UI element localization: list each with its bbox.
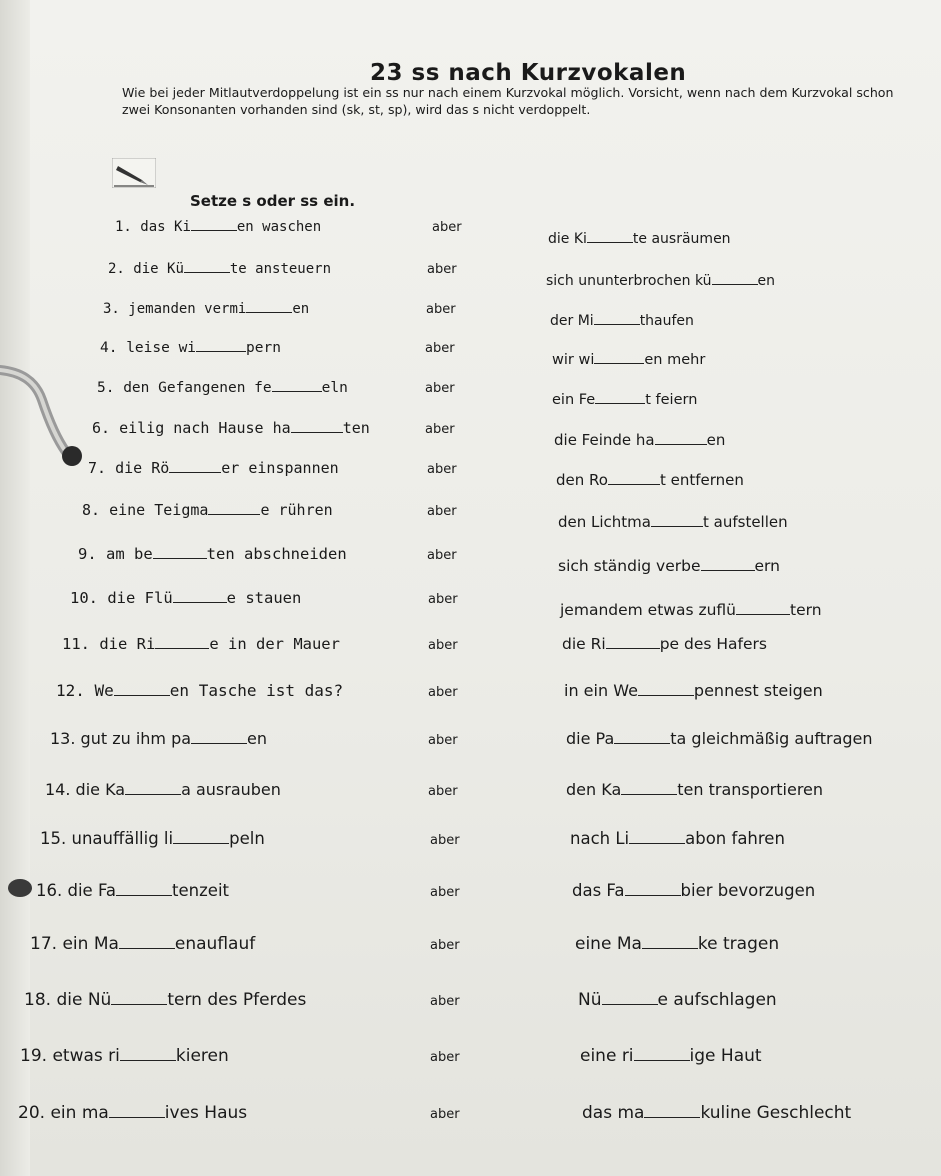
left-fill-blank[interactable] [191,216,237,231]
right-phrase [550,310,694,329]
right-phrase-end: ke tragen [697,934,780,954]
item-number: 9. [78,545,106,563]
left-phrase [56,681,343,700]
exercise-row [0,377,941,408]
left-phrase-end: en [247,729,268,748]
exercise-row [0,337,941,368]
item-number: 7. [88,459,116,477]
left-phrase-start: ein ma [50,1103,109,1123]
exercise-row [0,418,941,449]
right-phrase-start: ein Fe [552,392,596,408]
item-number: 20. [18,1103,51,1123]
exercise-row [0,544,941,575]
left-phrase-start: den Gefangenen fe [123,380,272,396]
right-fill-blank[interactable] [606,634,660,649]
left-phrase [40,829,265,848]
right-phrase [582,1103,851,1123]
item-number: 13. [50,729,81,748]
left-phrase [92,418,370,437]
left-phrase [82,500,333,519]
right-phrase [558,556,780,575]
exercise-row [0,681,941,707]
right-phrase-start: jemandem etwas zuflü [560,601,737,619]
left-phrase-start: die Rö [115,459,170,477]
left-phrase-start: die Kü [133,261,184,277]
left-phrase-start: die Flü [107,589,173,607]
left-phrase-end: en Tasche ist das? [169,681,344,700]
exercise-row [0,634,941,660]
right-phrase [560,600,822,619]
item-number: 4. [100,340,127,356]
left-phrase [70,588,301,607]
left-fill-blank[interactable] [125,780,181,795]
right-phrase-end: ta gleichmäßig auftragen [670,729,873,748]
right-phrase [578,990,777,1010]
left-fill-blank[interactable] [208,500,260,515]
aber-connector: aber [430,1107,460,1122]
item-number: 18. [24,990,57,1010]
left-fill-blank[interactable] [169,458,221,473]
aber-connector: aber [432,220,462,235]
right-phrase-start: Nü [578,990,602,1010]
left-phrase-start: die Fa [67,881,117,900]
right-fill-blank[interactable] [587,228,633,243]
right-phrase-start: das ma [582,1103,645,1123]
left-phrase-start: die Nü [56,990,112,1010]
aber-connector: aber [425,341,455,356]
left-phrase [103,298,309,317]
exercise-row [0,990,941,1016]
right-phrase-start: in ein We [564,681,638,700]
right-phrase-start: sich ständig verbe [558,557,701,575]
right-phrase-start: den Ka [566,780,622,799]
right-fill-blank[interactable] [594,310,640,325]
left-phrase-end: te ansteuern [229,261,332,277]
right-phrase-end: en mehr [644,352,706,368]
right-fill-blank[interactable] [634,1046,690,1061]
exercise-row [0,881,941,907]
left-fill-blank[interactable] [173,829,229,844]
right-phrase [548,228,731,247]
right-phrase-start: die Ri [562,635,606,653]
left-phrase [115,216,321,235]
right-fill-blank[interactable] [625,881,681,896]
left-phrase-start: eilig nach Hause ha [119,419,291,437]
right-phrase [564,681,823,700]
left-phrase-end: en waschen [236,219,322,235]
right-phrase-start: den Lichtma [558,513,651,531]
pencil-icon [112,158,156,188]
left-phrase-end: en [292,301,310,317]
left-phrase-start: die Ka [75,780,126,799]
right-phrase [570,829,785,848]
item-number: 3. [103,301,129,317]
item-number: 16. [36,881,68,900]
left-phrase [36,881,229,900]
item-number: 6. [92,419,120,437]
item-number: 17. [30,934,63,954]
page-title: 23 ss nach Kurzvokalen [370,60,687,86]
intro-text: Wie bei jeder Mitlautverdoppelung ist ein ss nur nach einem Kurzvokal möglich. Vorsicht, wenn nach dem Kurzvokal schon zwei Konsonanten vorhanden sind (sk, st, sp), wird das s nicht verdoppelt. [122,85,894,117]
left-phrase-end: kieren [175,1046,229,1066]
left-phrase-end: ten [342,419,370,437]
left-fill-blank[interactable] [119,934,175,949]
right-fill-blank[interactable] [701,556,755,571]
right-phrase [556,470,744,489]
aber-connector: aber [427,548,457,563]
aber-connector: aber [427,262,457,277]
left-phrase [97,377,348,396]
right-phrase-start: den Ro [556,471,608,489]
right-fill-blank[interactable] [651,512,703,527]
item-number: 15. [40,829,72,848]
left-phrase-start: das Ki [140,219,191,235]
exercise-row [0,829,941,855]
aber-connector: aber [425,422,455,437]
right-fill-blank[interactable] [595,389,645,404]
item-number: 5. [97,380,124,396]
right-fill-blank[interactable] [644,1103,700,1118]
left-phrase [100,337,281,356]
right-phrase [580,1046,762,1066]
exercise-row [0,258,941,289]
left-fill-blank[interactable] [120,1046,176,1061]
aber-connector: aber [428,784,458,799]
right-phrase [575,934,779,954]
aber-connector: aber [426,302,456,317]
left-phrase [78,544,347,563]
left-fill-blank[interactable] [246,298,292,313]
right-phrase-end: abon fahren [685,829,785,848]
right-phrase-end: ige Haut [689,1046,762,1066]
left-fill-blank[interactable] [196,337,246,352]
left-phrase-end: tern des Pferdes [167,990,307,1010]
left-phrase-end: peln [229,829,265,848]
right-phrase-end: t entfernen [659,471,744,489]
left-phrase-start: jemanden vermi [128,301,247,317]
aber-connector: aber [427,504,457,519]
left-phrase-end: e stauen [226,589,302,607]
left-fill-blank[interactable] [184,258,230,273]
right-phrase [552,389,697,408]
left-fill-blank[interactable] [191,729,247,744]
right-phrase [554,430,725,449]
exercise-row [0,1103,941,1129]
left-fill-blank[interactable] [173,588,227,603]
aber-connector: aber [427,462,457,477]
left-phrase-end: eln [321,380,348,396]
right-phrase-end: t feiern [645,392,698,408]
aber-connector: aber [428,685,458,700]
item-number: 2. [108,261,134,277]
item-number: 8. [82,501,110,519]
right-fill-blank[interactable] [629,829,685,844]
left-phrase-start: die Ri [99,635,156,653]
exercise-row [0,780,941,806]
exercise-row [0,934,941,960]
left-phrase-end: e in der Mauer [209,635,340,653]
right-fill-blank[interactable] [602,990,658,1005]
right-phrase-end: en [757,273,776,289]
right-fill-blank[interactable] [638,681,694,696]
right-phrase-start: nach Li [570,829,630,848]
left-phrase-start: We [94,681,114,700]
left-fill-blank[interactable] [114,681,170,696]
exercise-row [0,1046,941,1072]
left-fill-blank[interactable] [116,881,172,896]
right-phrase-end: tern [790,601,822,619]
exercise-row [0,298,941,329]
item-number: 10. [70,589,108,607]
left-phrase [108,258,331,277]
right-fill-blank[interactable] [712,270,758,285]
left-phrase [50,729,267,748]
left-fill-blank[interactable] [153,544,207,559]
right-phrase-start: eine ri [580,1046,634,1066]
aber-connector: aber [430,938,460,953]
left-phrase-end: a ausrauben [181,780,281,799]
right-phrase-end: te ausräumen [632,231,731,247]
right-phrase-start: das Fa [572,881,625,900]
right-phrase-end: ern [754,557,780,575]
left-phrase-end: enauflauf [174,934,256,954]
right-phrase-end: ten transportieren [677,780,824,799]
right-phrase-start: die Feinde ha [554,431,655,449]
exercise-row [0,588,941,619]
left-phrase [18,1103,247,1123]
left-phrase-start: gut zu ihm pa [80,729,192,748]
item-number: 1. [115,219,141,235]
item-number: 19. [20,1046,53,1066]
left-phrase-end: tenzeit [172,881,229,900]
left-phrase-end: e rühren [260,501,333,519]
task-instruction: Setze s oder ss ein. [190,192,356,210]
right-phrase-start: eine Ma [575,934,642,954]
right-fill-blank[interactable] [594,349,644,364]
right-phrase-end: thaufen [639,313,694,329]
right-phrase [566,780,823,799]
left-phrase [30,934,255,954]
aber-connector: aber [430,994,460,1009]
right-phrase [558,512,788,531]
left-phrase-start: eine Teigma [109,501,209,519]
right-phrase-end: e aufschlagen [657,990,777,1010]
left-phrase-start: etwas ri [52,1046,120,1066]
left-phrase-end: ten abschneiden [206,545,347,563]
left-phrase [45,780,281,799]
exercise-row [0,729,941,755]
aber-connector: aber [428,638,458,653]
right-phrase-end: bier bevorzugen [680,881,816,900]
left-phrase-end: pern [246,340,281,356]
aber-connector: aber [430,885,460,900]
aber-connector: aber [428,592,458,607]
right-phrase [562,634,767,653]
left-fill-blank[interactable] [111,990,167,1005]
left-phrase-start: am be [106,545,153,563]
right-phrase [546,270,775,289]
left-fill-blank[interactable] [155,634,209,649]
left-phrase [88,458,339,477]
right-phrase-start: sich ununterbrochen kü [546,273,712,289]
right-phrase-start: der Mi [550,313,594,329]
left-phrase [62,634,340,653]
right-phrase-start: die Pa [566,729,615,748]
left-fill-blank[interactable] [291,418,343,433]
right-phrase-end: en [706,431,726,449]
aber-connector: aber [430,1050,460,1065]
right-phrase [552,349,705,368]
left-phrase [20,1046,229,1066]
item-number: 11. [62,635,100,653]
right-fill-blank[interactable] [642,934,698,949]
aber-connector: aber [430,833,460,848]
right-phrase [572,881,815,900]
exercise-row [0,500,941,531]
aber-connector: aber [428,733,458,748]
right-phrase [566,729,873,748]
right-fill-blank[interactable] [608,470,660,485]
right-fill-blank[interactable] [614,729,670,744]
right-phrase-end: t aufstellen [703,513,788,531]
right-fill-blank[interactable] [621,780,677,795]
right-fill-blank[interactable] [655,430,707,445]
right-phrase-end: pe des Hafers [659,635,767,653]
left-fill-blank[interactable] [272,377,322,392]
left-phrase [24,990,306,1010]
left-phrase-end: ives Haus [164,1103,248,1123]
right-fill-blank[interactable] [736,600,790,615]
left-fill-blank[interactable] [109,1103,165,1118]
right-phrase-end: pennest steigen [693,681,823,700]
right-phrase-start: die Ki [548,231,587,247]
aber-connector: aber [425,381,455,396]
exercise-row [0,458,941,489]
left-phrase-start: ein Ma [62,934,119,954]
exercise-row [0,216,941,247]
left-phrase-start: leise wi [126,340,197,356]
right-phrase-start: wir wi [552,352,595,368]
item-number: 14. [45,780,76,799]
item-number: 12. [56,681,95,700]
left-phrase-end: er einspannen [221,459,339,477]
left-phrase-start: unauffällig li [71,829,174,848]
right-phrase-end: kuline Geschlecht [700,1103,852,1123]
